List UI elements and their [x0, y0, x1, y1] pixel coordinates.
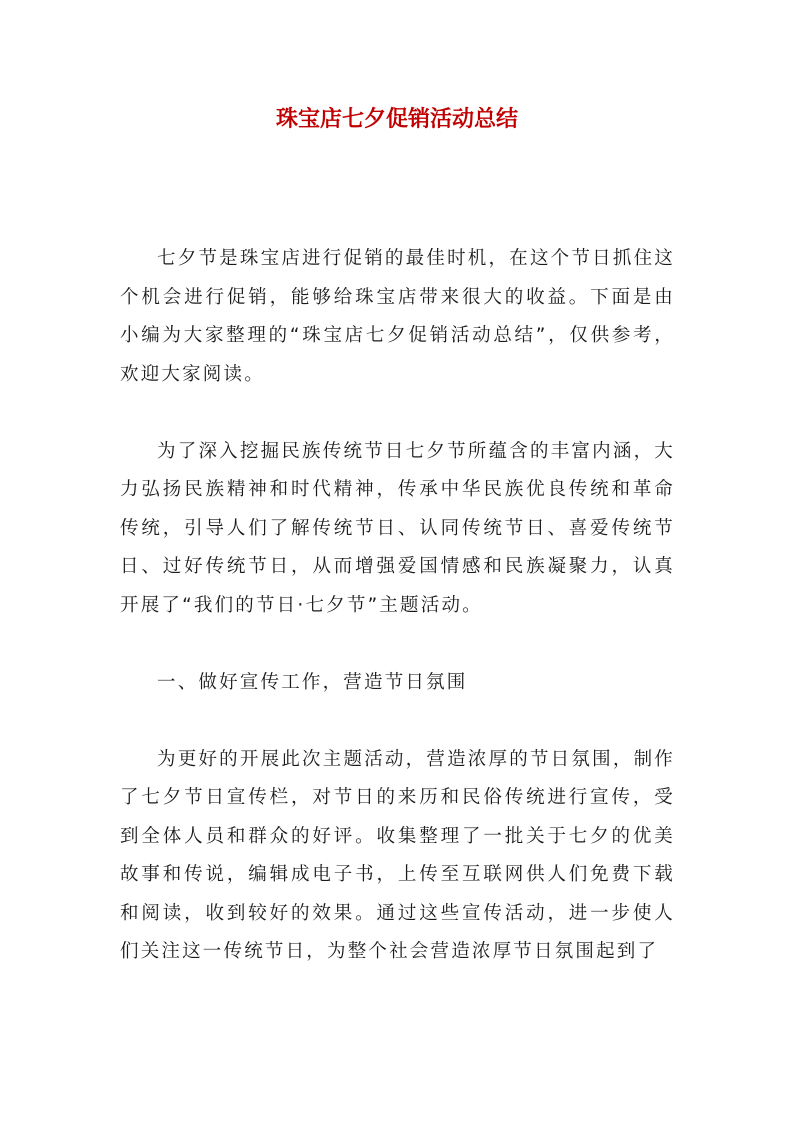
intro-paragraph: 七夕节是珠宝店进行促销的最佳时机，在这个节日抓住这个机会进行促销，能够给珠宝店带来很大的收益。下面是由小编为大家整理的“珠宝店七夕促销活动总结”，仅供参考，欢迎大家阅读。: [120, 248, 675, 385]
document-body: [120, 240, 675, 1010]
document-title: 珠宝店七夕促销活动总结: [275, 106, 518, 132]
background-paragraph: 为了深入挖掘民族传统节日七夕节所蕴含的丰富内涵，大力弘扬民族精神和时代精神，传承中华民族优良传统和革命传统，引导人们了解传统节日、认同传统节日、喜爱传统节日、过好传统节日，从而增强爱国情感和民族凝聚力，认真开展了“我们的节日·七夕节”主题活动。: [120, 440, 675, 616]
section-paragraph: 为更好的开展此次主题活动，营造浓厚的节日氛围，制作了七夕节日宣传栏，对节日的来历和民俗传统进行宣传，受到全体人员和群众的好评。收集整理了一批关于七夕的优美故事和传说，编辑成电子书，上传至互联网供人们免费下载和阅读，收到较好的效果。通过这些宣传活动，进一步使人们关注这一传统节日，为整个社会营造浓厚节日氛围起到了: [120, 748, 675, 962]
section-heading: 一、做好宣传工作，营造节日氛围: [157, 671, 468, 693]
